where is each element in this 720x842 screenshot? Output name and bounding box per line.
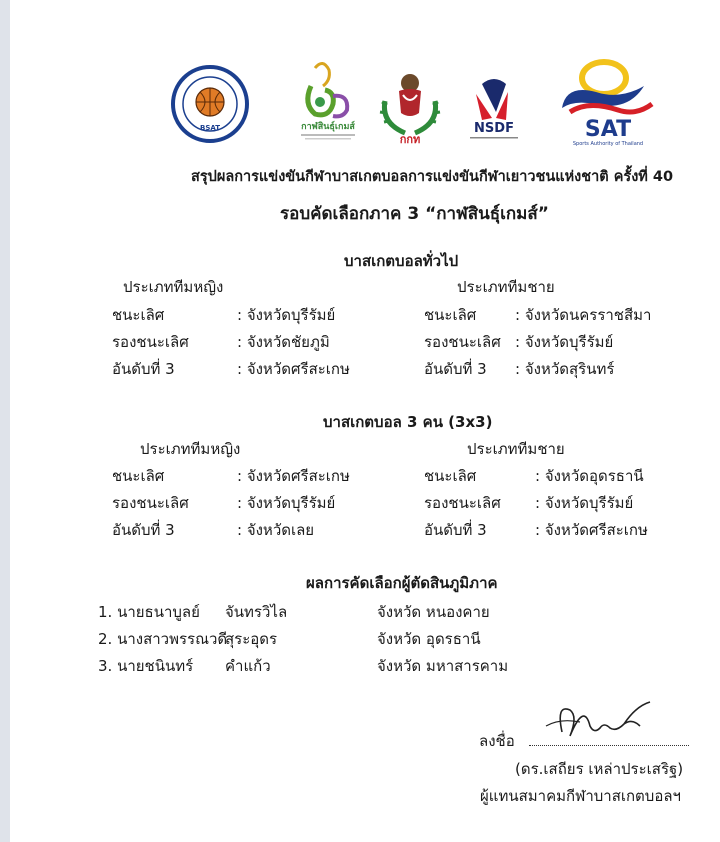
team-value: : จังหวัดเลย (237, 521, 315, 539)
kkt-emblem-logo (375, 61, 445, 146)
team-value: : จังหวัดอุดรธานี (535, 467, 644, 485)
team-value: : จังหวัดบุรีรัมย์ (237, 306, 336, 324)
team-value: : จังหวัดบุรีรัมย์ (535, 494, 634, 512)
section-heading-referees: ผลการคัดเลือกผู้ตัดสินภูมิภาค (306, 574, 498, 592)
kalasin-games-logo (293, 56, 363, 146)
rank-label: ชนะเลิศ (424, 467, 477, 485)
section-heading-3x3: บาสเกตบอล 3 คน (3x3) (323, 413, 493, 431)
rank-label: อันดับที่ 3 (112, 360, 175, 378)
logo-row (10, 56, 720, 146)
referee-surname: คำแก้ว (225, 657, 271, 675)
team-value: : จังหวัดสุรินทร์ (515, 360, 615, 378)
rank-label: รองชนะเลิศ (112, 333, 189, 351)
referee-name: 3. นายชนินทร์ (98, 657, 194, 675)
signatory-name: (ดร.เสถียร เหล่าประเสริฐ) (515, 760, 684, 778)
rank-label: อันดับที่ 3 (112, 521, 175, 539)
referee-surname: สุระอุดร (225, 630, 278, 648)
document-subtitle: รอบคัดเลือกภาค 3 “กาฬสินธุ์เกมส์” (280, 204, 549, 224)
team-value: : จังหวัดนครราชสีมา (515, 306, 652, 324)
rank-label: ชนะเลิศ (112, 467, 165, 485)
referee-province: จังหวัด อุดรธานี (377, 630, 481, 648)
team-value: : จังหวัดศรีสะเกษ (237, 467, 350, 485)
section-heading-general: บาสเกตบอลทั่วไป (344, 252, 459, 270)
handwritten-signature (540, 696, 660, 746)
svg-text:NSDF: NSDF (474, 121, 514, 136)
referee-name: 2. นางสาวพรรณวดี (98, 630, 228, 648)
document-title: สรุปผลการแข่งขันกีฬาบาสเกตบอลการแข่งขันกีฬาเยาวชนแห่งชาติ ครั้งที่ 40 (191, 169, 674, 185)
svg-text:กกท: กกท (399, 133, 421, 146)
rank-label: รองชนะเลิศ (424, 494, 501, 512)
signature-label: ลงชื่อ (479, 732, 515, 750)
bsat-logo (170, 64, 250, 144)
signatory-position: ผู้แทนสมาคมกีฬาบาสเกตบอลฯ (480, 787, 681, 805)
rank-label: รองชนะเลิศ (112, 494, 189, 512)
men-heading-3x3: ประเภททีมชาย (467, 440, 565, 458)
team-value: : จังหวัดบุรีรัมย์ (237, 494, 336, 512)
nsdf-logo (462, 74, 527, 144)
rank-label: อันดับที่ 3 (424, 360, 487, 378)
women-heading-general: ประเภททีมหญิง (123, 278, 224, 296)
svg-text:กาฬสินธุ์เกมส์: กาฬสินธุ์เกมส์ (301, 122, 355, 132)
women-heading-3x3: ประเภททีมหญิง (140, 440, 241, 458)
team-value: : จังหวัดศรีสะเกษ (535, 521, 648, 539)
svg-text:Sports Authority of Thailand: Sports Authority of Thailand (572, 141, 644, 146)
referee-province: จังหวัด มหาสารคาม (377, 657, 509, 675)
referee-name: 1. นายธนาบูลย์ (98, 603, 200, 621)
svg-text:BSAT: BSAT (199, 124, 221, 132)
referee-surname: จันทรวิไล (225, 603, 288, 621)
document-page (10, 0, 720, 842)
rank-label: อันดับที่ 3 (424, 521, 487, 539)
rank-label: ชนะเลิศ (424, 306, 477, 324)
svg-text:SAT: SAT (584, 117, 632, 142)
team-value: : จังหวัดชัยภูมิ (237, 333, 330, 351)
rank-label: รองชนะเลิศ (424, 333, 501, 351)
men-heading-general: ประเภททีมชาย (457, 278, 555, 296)
team-value: : จังหวัดศรีสะเกษ (237, 360, 350, 378)
team-value: : จังหวัดบุรีรัมย์ (515, 333, 614, 351)
rank-label: ชนะเลิศ (112, 306, 165, 324)
referee-province: จังหวัด หนองคาย (377, 603, 490, 621)
sat-logo (548, 56, 663, 146)
